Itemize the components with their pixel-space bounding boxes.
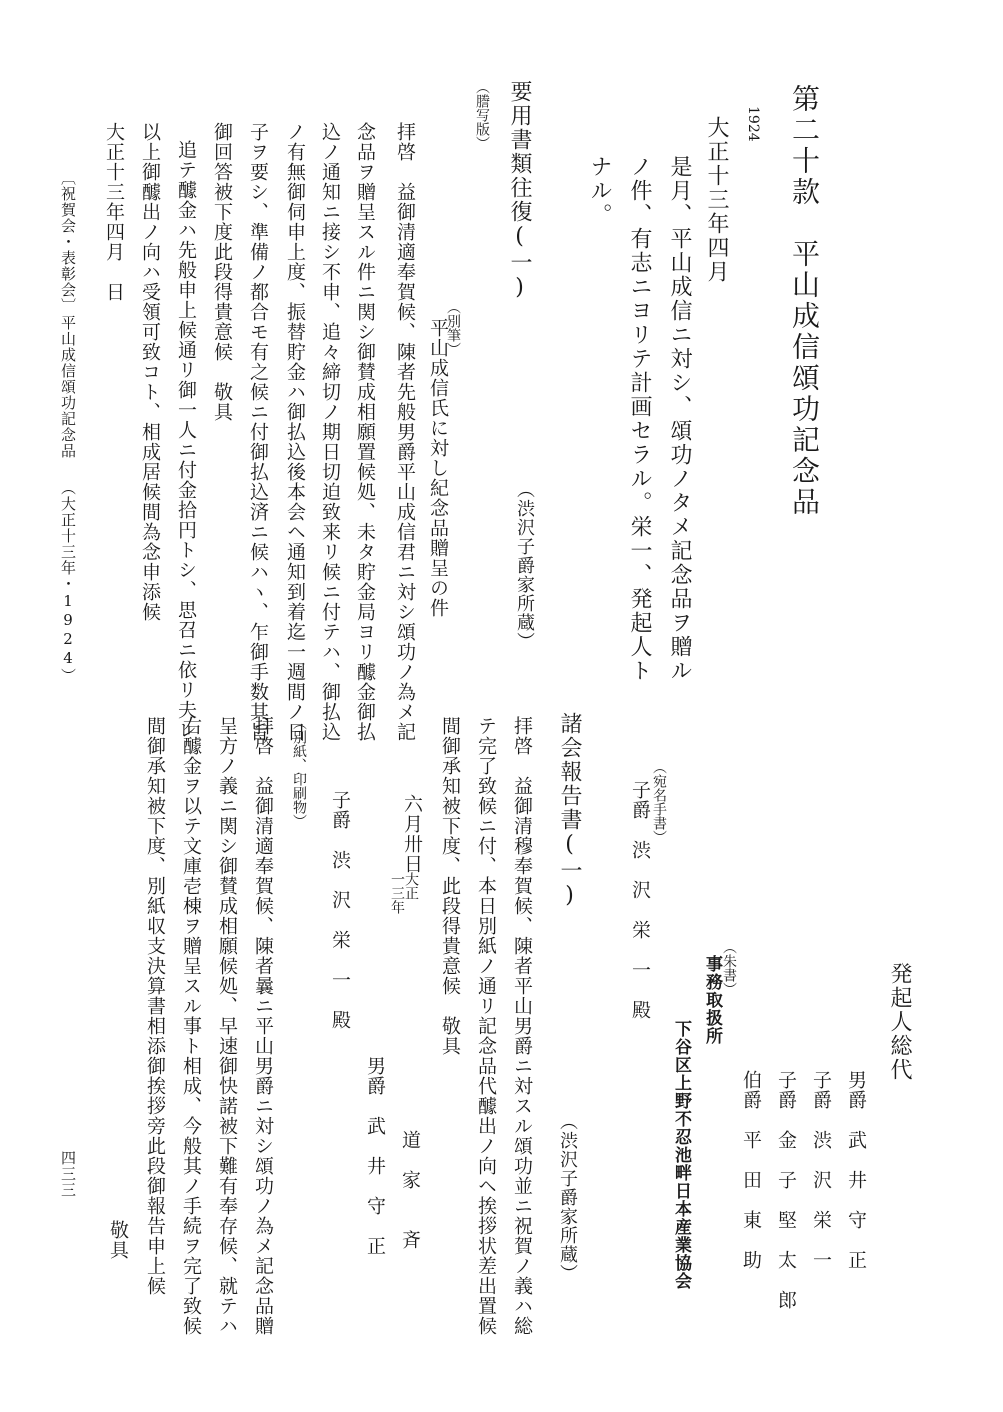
section-title: 第二十款 平山成信頌功記念品: [788, 84, 821, 518]
doc2-closing: 敬具: [107, 1220, 129, 1260]
doc1-body-line: 込ノ通知ニ接シ不申、追々締切ノ期日切迫致来リ候ニ付テハ、御払込: [319, 122, 341, 742]
promoter-4: 伯爵 平 田 東 助: [740, 1070, 762, 1270]
doc2-body-line: 間御承知被下度、此段得貴意候 敬具: [439, 716, 461, 1056]
page-number: 四三三: [59, 1150, 77, 1198]
promoter-2: 子爵 渋 沢 栄 一: [810, 1070, 832, 1270]
doc2-sender-2: 男爵 武 井 守 正: [364, 1056, 386, 1256]
doc2-enclosure-line: 間御承知被下度、別紙収支決算書相添御挨拶旁此段御報告申上候: [144, 716, 166, 1296]
promoters-label: 発起人総代: [887, 962, 912, 1082]
doc1-subject: 平山成信氏に対し紀念品贈呈の件: [427, 318, 449, 618]
summary-line-2: ノ件、有志ニヨリテ計画セラル。栄一、発起人ト: [627, 155, 652, 683]
footer-category: 〔祝賀会・表彰会〕: [59, 170, 77, 314]
doc1-enclosure-note: （別筆）: [445, 300, 461, 356]
doc1-postscript-line: 以上御醵出ノ向ハ受領可致コト、相成居候間為念申添候: [139, 122, 161, 622]
doc2-enclosure-note: （別紙、印刷物）: [291, 716, 307, 828]
doc2-body-line: テ完了致候ニ付、本日別紙ノ通リ記念品代醵出ノ向ヘ挨拶状差出置候: [475, 716, 497, 1336]
summary-line-1: 是月、平山成信ニ対シ、頌功ノタメ記念品ヲ贈ル: [667, 155, 692, 683]
summary-line-3: ナル。: [587, 155, 612, 227]
year-western: 1924: [745, 106, 761, 142]
office-note: （朱書）: [721, 940, 737, 996]
promoter-1: 男爵 武 井 守 正: [845, 1070, 867, 1270]
doc2-sender-1: 道 家 斉: [399, 1130, 421, 1250]
running-date: （大正十三年・1924）: [59, 480, 77, 684]
doc1-body-line: ノ有無御伺申上度、振替貯金ハ御払込後本会ヘ通知到着迄一週間ノ日: [284, 122, 306, 742]
section-date: 大正十三年四月: [704, 116, 729, 284]
doc2-source: （渋沢子爵家所蔵）: [557, 1112, 578, 1283]
doc2-addressee: 子爵 渋 沢 栄 一 殿: [329, 790, 351, 1030]
doc2-date-note-bottom: 一三年: [389, 872, 405, 914]
doc1-date: 大正十三年四月 日: [103, 122, 125, 302]
doc1-title: 要用書類往復(一): [507, 80, 532, 302]
doc2-body-line: 拝啓 益御清穆奉賀候、陳者平山男爵ニ対スル頌功並ニ祝賀ノ義ハ総: [511, 716, 533, 1336]
doc2-enclosure-line: 右醵金ヲ以テ文庫壱棟ヲ贈呈スル事ト相成、今般其ノ手続ヲ完了致候: [180, 716, 202, 1336]
office-address: 下谷区上野不忍池畔日本産業協会: [671, 1020, 691, 1290]
office-label: 事務取扱所: [702, 955, 722, 1045]
doc1-copy-note: （謄写版）: [474, 80, 490, 150]
doc2-enclosure-line: 拝啓 益御清適奉賀候、陳者曩ニ平山男爵ニ対シ頌功ノ為メ記念品贈: [252, 716, 274, 1336]
doc1-source: （渋沢子爵家所蔵）: [514, 480, 535, 651]
doc1-body-line: 子ヲ要シ、準備ノ都合モ有之候ニ付御払込済ニ候ハヽ、乍御手数其旨: [247, 122, 269, 742]
doc1-addressee: 子爵 渋 沢 栄 一 殿: [629, 780, 651, 1020]
doc2-date-note-top: 大正: [403, 872, 419, 900]
doc1-body-line: 拝啓 益御清適奉賀候、陳者先般男爵平山成信君ニ対シ頌功ノ為メ記: [394, 122, 416, 742]
doc2-enclosure-line: 呈方ノ義ニ関シ御賛成相願候処、早速御快諾被下難有奉存候、就テハ: [216, 716, 238, 1336]
promoter-3: 子爵 金 子 堅 太 郎: [775, 1070, 797, 1310]
doc2-title: 諸会報告書(一): [557, 712, 582, 910]
doc1-body-line: 御回答被下度此段得貴意候 敬具: [211, 122, 233, 422]
doc2-date: 六月卅日: [401, 794, 423, 874]
running-title: 平山成信頌功記念品: [59, 315, 77, 459]
doc1-body-line: 念品ヲ贈呈スル件ニ関シ御賛成相願置候処、未タ貯金局ヨリ醵金御払: [354, 122, 376, 742]
doc1-postscript-line: 追テ醵金ハ先般申上候通リ御一人ニ付金拾円トシ、思召ニ依リ夫レ: [175, 140, 197, 740]
addressee-note: （宛名手書）: [651, 760, 667, 844]
